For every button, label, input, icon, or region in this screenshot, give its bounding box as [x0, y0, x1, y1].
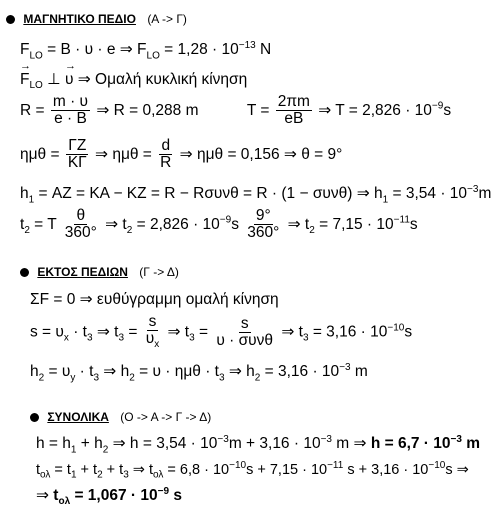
section-title: ΕΚΤΟΣ ΠΕΔΙΩΝ — [37, 265, 128, 279]
bullet-icon — [6, 15, 15, 24]
section-path: (Γ -> Δ) — [139, 265, 179, 279]
equation-total-time: $t_{o\lambda} = t_1 + t_2 + t_3$ ⇒ $t_{o\lambda} = 6,8 \cdot 10^{-10}s + 7,15 \cdot 10^{-11}$ $s + 3,16 \cdot 10^{-10}s$ ⇒ — [36, 460, 469, 481]
section-header-magnetic-field — [6, 12, 187, 26]
equation-radius-period: R = $\frac{m \cdot \upsilon}{e \cdot B}$ ⇒ R = 0,288 m T = $\frac{2\pi m}{eB}$ ⇒ $T = 2,826 \cdot 10^{-9}s$ — [20, 93, 452, 128]
equation-time-t2: $t_2 = T$ $\frac{\theta}{360^\circ}$ ⇒ $t_2 = 2,826 \cdot 10^{-9}s$ $\frac{9^\circ}{360^\circ}$ ⇒ $t_2 = 7,15 \cdot 10^{-11}s$ — [20, 207, 418, 242]
section-path: (Α -> Γ) — [147, 12, 187, 26]
equation-total-time-result: ⇒ $t_{o\lambda} = 1,067 \cdot 10^{-9}$ s — [36, 486, 182, 508]
equation-perpendicular: → $F_{LO}$ ⊥ → υ ⇒ Ομαλή κυκλική κίνηση — [20, 70, 247, 91]
equation-total-height: $h = h_1 + h_2$ ⇒ $h = 3,54 \cdot 10^{-3}m + 3,16 \cdot 10^{-3}$ m ⇒ $h = 6,7 \cdot 10^{-3}$ m — [36, 434, 481, 456]
bullet-icon — [20, 268, 29, 277]
equation-angle: ημθ = $\frac{\Gamma Z}{K\Gamma}$ ⇒ ημθ = $\frac{d}{R}$ ⇒ ημθ = 0,156 ⇒ θ = 9° — [20, 137, 343, 172]
equation-height-h2: $h_2 = \upsilon_y \cdot t_3$ ⇒ $h_2 = \upsilon \cdot \eta\mu\theta \cdot t_3$ ⇒ $h_2 = 3,16 \cdot 10^{-3}$ m — [30, 362, 368, 384]
equation-lorentz-force: $F_{LO} = B \cdot \upsilon \cdot e$ ⇒ $F_{LO} = 1,28 \cdot 10^{-13}$ N — [20, 40, 272, 62]
bullet-icon — [30, 413, 39, 422]
equation-net-force: ΣF = 0 ⇒ ευθύγραμμη ομαλή κίνηση — [30, 291, 279, 308]
section-title: ΣΥΝΟΛΙΚΑ — [47, 410, 109, 424]
section-path: (Ο -> Α -> Γ -> Δ) — [120, 410, 212, 424]
section-title: ΜΑΓΝΗΤΙΚΟ ΠΕΔΙΟ — [23, 12, 136, 26]
equation-height-h1: $h_1 = AZ = KA - KZ = R - R\sigma\upsilon\nu\theta = R \cdot (1 - \sigma\upsilon\nu\theta)$ ⇒ $h_1 = 3,54 \cdot 10^{-3}m$ — [20, 184, 492, 206]
equation-time-t3: $s = \upsilon_x \cdot t_3$ ⇒ $t_3$ = $\frac{s}{\upsilon_x}$ ⇒ $t_3$ = $\frac{s}{\text{υ · συνθ}}$ ⇒ $t_3 = 3,16 \cdot 10^{-10}s$ — [30, 313, 413, 351]
section-header-outside-fields — [20, 265, 179, 279]
section-header-total — [30, 410, 211, 424]
